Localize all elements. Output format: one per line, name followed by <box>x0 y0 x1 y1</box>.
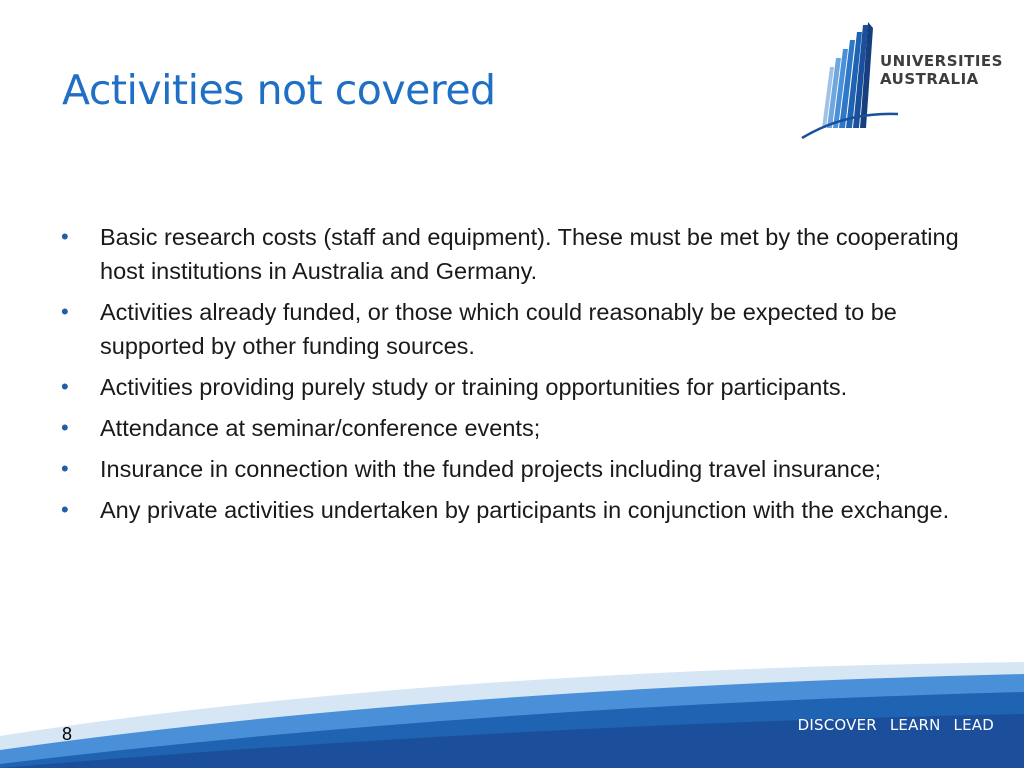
bullet-text: Attendance at seminar/conference events; <box>100 415 541 441</box>
bullet-text: Any private activities undertaken by participants in conjunction with the exchange. <box>100 497 950 523</box>
logo-line-1: UNIVERSITIES <box>880 52 1003 70</box>
tagline: DISCOVER LEARN LEAD <box>797 716 994 734</box>
page-number: 8 <box>62 724 73 744</box>
bullet-list <box>58 220 978 534</box>
bullet-item <box>58 411 978 445</box>
bullet-icon: • <box>61 497 69 522</box>
bullet-text: Activities already funded, or those which could reasonably be expected to be supported by other funding sources. <box>100 299 897 359</box>
bullet-item <box>58 452 978 486</box>
universities-australia-logo <box>800 22 1010 140</box>
bullet-icon: • <box>61 299 69 324</box>
logo-wordmark <box>880 52 1003 88</box>
slide-title: Activities not covered <box>62 66 496 114</box>
bullet-item <box>58 295 978 363</box>
bullet-item <box>58 493 978 527</box>
bullet-icon: • <box>61 415 69 440</box>
bullet-item <box>58 220 978 288</box>
logo-line-2: AUSTRALIA <box>880 70 979 88</box>
bullet-text: Activities providing purely study or training opportunities for participants. <box>100 374 848 400</box>
bullet-icon: • <box>61 374 69 399</box>
bullet-icon: • <box>61 224 69 249</box>
bullet-text: Basic research costs (staff and equipment). These must be met by the cooperating host institutions in Australia and Germany. <box>100 224 959 284</box>
bullet-icon: • <box>61 456 69 481</box>
bullet-text: Insurance in connection with the funded projects including travel insurance; <box>100 456 882 482</box>
bullet-item <box>58 370 978 404</box>
footer-wave-decoration <box>0 640 1024 768</box>
